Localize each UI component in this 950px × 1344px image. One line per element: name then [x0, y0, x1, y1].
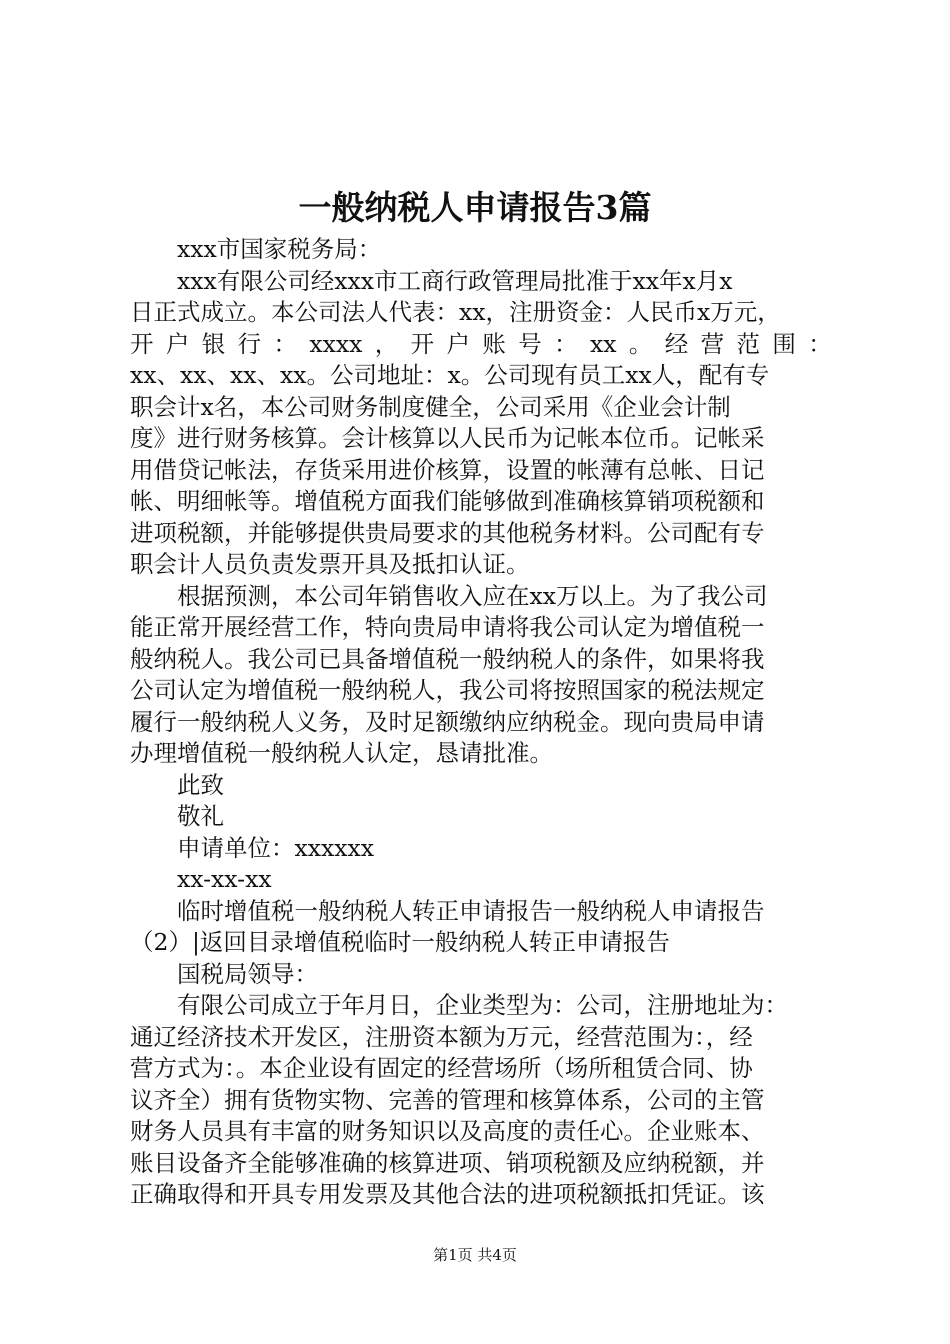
paragraph-line: 公司认定为增值税一般纳税人，我公司将按照国家的税法规定: [130, 676, 765, 704]
justified-glyph: 账: [482, 329, 506, 358]
closing-line: 此致: [177, 770, 224, 799]
section-heading-line: 临时增值税一般纳税人转正申请报告一般纳税人申请报告: [177, 896, 765, 925]
paragraph-line: 帐、明细帐等。增值税方面我们能够做到准确核算销项税额和: [130, 487, 765, 515]
justified-glyph: xx: [590, 329, 617, 358]
justified-glyph: 户: [446, 329, 471, 358]
paragraph-line: 能正常开展经营工作，特向贵局申请将我公司认定为增值税一: [130, 613, 765, 641]
paragraph-line: 办理增值税一般纳税人认定，恳请批准。: [130, 739, 553, 767]
paragraph-line: 职会计x名，本公司财务制度健全，公司采用《企业会计制: [130, 392, 731, 421]
justified-glyph: 开: [410, 329, 435, 358]
paragraph-line: 议齐全）拥有货物实物、完善的管理和核算体系，公司的主管: [130, 1085, 765, 1114]
document-body: [130, 234, 832, 1211]
salutation: xxx市国家税务局：: [177, 235, 382, 263]
paragraph-line: 根据预测，本公司年销售收入应在xx万以上。为了我公司: [177, 581, 768, 610]
justified-glyph: 营: [700, 329, 725, 358]
justified-glyph: ：: [554, 329, 578, 358]
section-heading-line: （2）|返回目录增值税临时一般纳税人转正申请报告: [130, 928, 670, 956]
paragraph-line: 正确取得和开具专用发票及其他合法的进项税额抵扣凭证。该: [130, 1180, 765, 1208]
paragraph-line: 营方式为：。本企业设有固定的经营场所（场所租赁合同、协: [130, 1054, 753, 1082]
paragraph-line: 财务人员具有丰富的财务知识以及高度的责任心。企业账本、: [130, 1117, 765, 1145]
paragraph-line: 般纳税人。我公司已具备增值税一般纳税人的条件，如果将我: [130, 644, 765, 673]
justified-glyph: 号: [518, 329, 542, 358]
justified-glyph: ，: [374, 329, 399, 358]
page-footer: 第1页 共4页: [433, 1246, 517, 1264]
paragraph-line: 日正式成立。本公司法人代表：xx，注册资金：人民币x万元，: [130, 298, 781, 326]
paragraph-line: 进项税额，并能够提供贵局要求的其他税务材料。公司配有专: [130, 518, 765, 547]
paragraph-line: xx、xx、xx、xx。公司地址：x。公司现有员工xx人，配有专: [130, 361, 770, 389]
paragraph-line-justified: [130, 329, 832, 361]
justified-glyph: ：: [808, 329, 832, 358]
salutation: 国税局领导：: [177, 959, 318, 988]
justified-glyph: 银: [201, 329, 226, 358]
paragraph-line: 通辽经济技术开发区，注册资本额为万元，经营范围为：，经: [130, 1022, 753, 1051]
paragraph-line: 用借贷记帐法，存货采用进价核算，设置的帐薄有总帐、日记: [130, 455, 765, 484]
justified-glyph: 开: [130, 329, 154, 358]
applicant-line: 申请单位：xxxxxx: [177, 833, 375, 862]
justified-glyph: 围: [772, 329, 796, 358]
justified-glyph: 户: [165, 329, 190, 358]
justified-glyph: 范: [736, 329, 761, 358]
justified-glyph: 经: [664, 329, 689, 358]
paragraph-line: 履行一般纳税人义务，及时足额缴纳应纳税金。现向贵局申请: [130, 707, 765, 736]
document-title: 一般纳税人申请报告3篇: [298, 188, 652, 227]
paragraph-line: 度》进行财务核算。会计核算以人民币为记帐本位币。记帐采: [130, 424, 765, 452]
closing-line: 敬礼: [177, 802, 224, 830]
paragraph-line: xxx有限公司经xxx市工商行政管理局批准于xx年x月x: [177, 266, 733, 295]
date-line: xx-xx-xx: [177, 865, 272, 893]
justified-glyph: xxxx: [309, 329, 363, 358]
paragraph-line: 职会计人员负责发票开具及抵扣认证。: [130, 550, 530, 578]
justified-glyph: 行: [237, 329, 262, 358]
paragraph-line: 账目设备齐全能够准确的核算进项、销项税额及应纳税额，并: [130, 1148, 765, 1177]
justified-glyph: 。: [628, 329, 653, 358]
justified-glyph: ：: [273, 329, 297, 358]
paragraph-line: 有限公司成立于年月日，企业类型为：公司，注册地址为：: [177, 991, 788, 1019]
